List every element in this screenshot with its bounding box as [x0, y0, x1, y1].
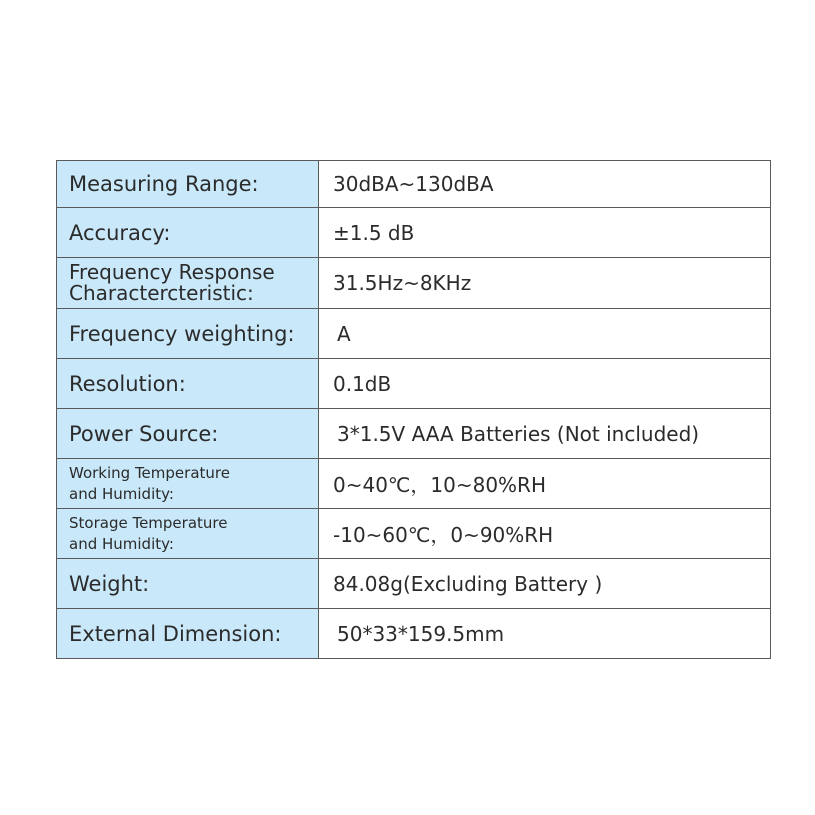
- spec-value: 0.1dB: [319, 359, 771, 409]
- spec-row-external-dimension: [57, 609, 771, 659]
- spec-label-line: Working Temperature: [69, 463, 230, 482]
- spec-label-line: and Humidity:: [69, 534, 174, 553]
- spec-value: 84.08g(Excluding Battery ): [319, 559, 771, 609]
- spec-label: Measuring Range:: [57, 161, 319, 208]
- spec-label: Power Source:: [57, 409, 319, 459]
- spec-value: -10~60℃，0~90%RH: [319, 509, 771, 559]
- spec-row-frequency-weighting: [57, 309, 771, 359]
- spec-value: 3*1.5V AAA Batteries (Not included): [319, 409, 771, 459]
- spec-value: 31.5Hz~8KHz: [319, 258, 771, 309]
- spec-label: [57, 459, 319, 509]
- specifications-table: [56, 160, 771, 659]
- spec-label: External Dimension:: [57, 609, 319, 659]
- spec-row-working-temperature: [57, 459, 771, 509]
- spec-row-measuring-range: [57, 161, 771, 208]
- spec-label: Resolution:: [57, 359, 319, 409]
- spec-row-accuracy: [57, 208, 771, 258]
- spec-label-line: Charactercteristic:: [69, 281, 254, 305]
- spec-label: Frequency weighting:: [57, 309, 319, 359]
- spec-value: 30dBA~130dBA: [319, 161, 771, 208]
- spec-row-power-source: [57, 409, 771, 459]
- spec-row-storage-temperature: [57, 509, 771, 559]
- spec-value: 0~40℃，10~80%RH: [319, 459, 771, 509]
- spec-value: ±1.5 dB: [319, 208, 771, 258]
- spec-row-frequency-response: [57, 258, 771, 309]
- spec-row-resolution: [57, 359, 771, 409]
- spec-label: [57, 258, 319, 309]
- spec-value: 50*33*159.5mm: [319, 609, 771, 659]
- spec-label-line: Storage Temperature: [69, 513, 228, 532]
- spec-label-line: Frequency Response: [69, 260, 275, 284]
- spec-label: [57, 509, 319, 559]
- spec-label: Weight:: [57, 559, 319, 609]
- spec-label: Accuracy:: [57, 208, 319, 258]
- spec-value: A: [319, 309, 771, 359]
- spec-label-line: and Humidity:: [69, 484, 174, 503]
- spec-row-weight: [57, 559, 771, 609]
